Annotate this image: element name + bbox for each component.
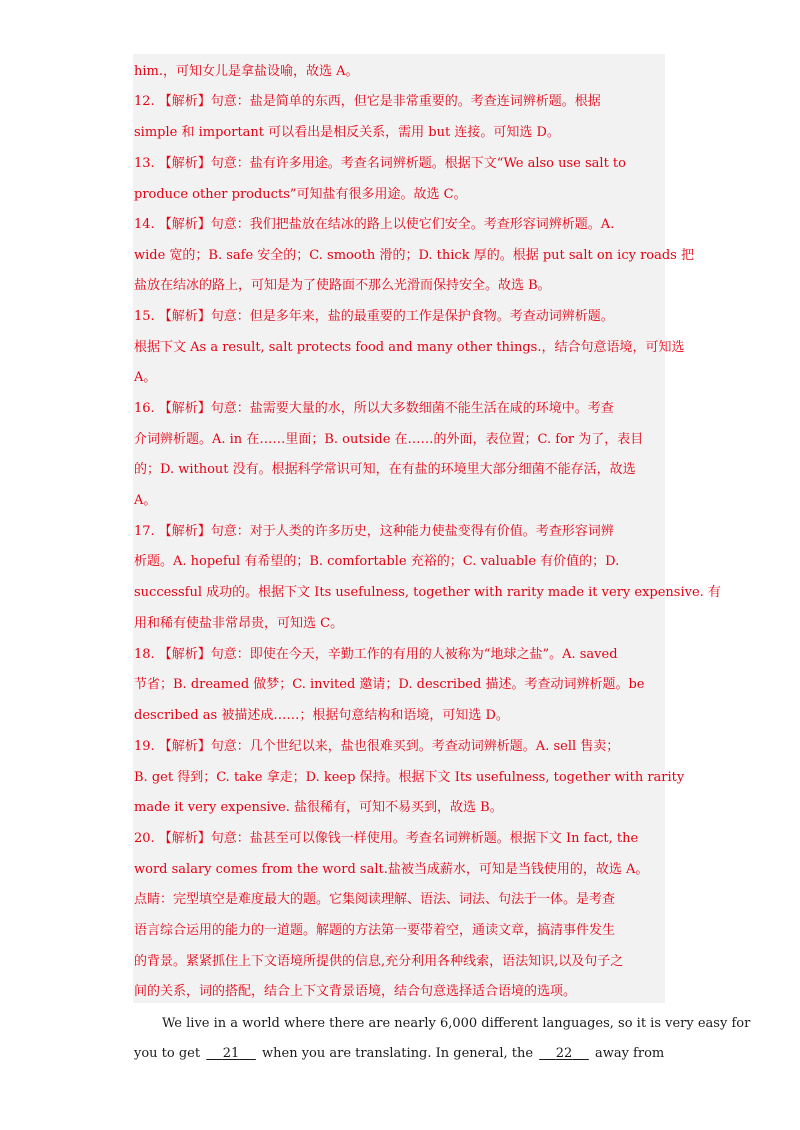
passage-text: when you are translating. In general, the <box>262 1046 534 1061</box>
answer-line: 20. 【解析】句意：盐甚至可以像钱一样使用。考查名词辨析题。根据下文 In fact, the <box>134 831 639 846</box>
answer-line: 18. 【解析】句意：即使在今天，辛勤工作的有用的人被称为“地球之盐”。A. saved <box>134 647 618 662</box>
answer-line: wide 宽的；B. safe 安全的；C. smooth 滑的；D. thick 厚的。根据 put salt on icy roads 把 <box>134 248 694 263</box>
answer-line: 的；D. without 没有。根据科学常识可知，在有盐的环境里大部分细菌不能存活，故选 <box>134 462 636 477</box>
answer-line: word salary comes from the word salt.盐被当成薪水，可知是当钱使用的，故选 A。 <box>134 862 649 877</box>
passage-line-1: We live in a world where there are nearly 6,000 different languages, so it is very easy for <box>162 1016 751 1031</box>
answer-line: A。 <box>134 370 157 385</box>
answer-line: 12. 【解析】句意：盐是简单的东西，但它是非常重要的。考查连词辨析题。根据 <box>134 94 601 109</box>
answer-line: 用和稀有使盐非常昂贵，可知选 C。 <box>134 616 344 631</box>
answer-line: 16. 【解析】句意：盐需要大量的水，所以大多数细菌不能生活在咸的环境中。考查 <box>134 401 614 416</box>
answer-line: 点睛：完型填空是难度最大的题。它集阅读理解、语法、词法、句法于一体。是考查 <box>134 892 616 907</box>
answer-line: 节省；B. dreamed 做梦；C. invited 邀请；D. described 描述。考查动词辨析题。be <box>134 677 645 692</box>
answer-line: successful 成功的。根据下文 Its usefulness, together with rarity made it very expensive. 有 <box>134 585 721 600</box>
answer-line: described as 被描述成……；根据句意结构和语境，可知选 D。 <box>134 708 509 723</box>
answer-line: 析题。A. hopeful 有希望的；B. comfortable 充裕的；C. valuable 有价值的；D. <box>134 554 620 569</box>
answer-line: 14. 【解析】句意：我们把盐放在结冰的路上以使它们安全。考查形容词辨析题。A. <box>134 217 615 232</box>
answer-line: made it very expensive. 盐很稀有，可知不易买到，故选 B。 <box>134 800 503 815</box>
answer-line: him.，可知女儿是拿盐设喻，故选 A。 <box>134 64 359 79</box>
answer-line: B. get 得到；C. take 拿走；D. keep 保持。根据下文 Its usefulness, together with rarity <box>134 770 685 785</box>
answer-line: 盐放在结冰的路上，可知是为了使路面不那么光滑而保持安全。故选 B。 <box>134 278 551 293</box>
passage-line-2 <box>134 1046 665 1062</box>
answer-line: A。 <box>134 493 157 508</box>
passage-text: you to get <box>134 1046 201 1061</box>
answer-line: 19. 【解析】句意：几个世纪以来，盐也很难买到。考查动词辨析题。A. sell 售卖； <box>134 739 620 754</box>
answer-line: produce other products”可知盐有很多用途。故选 C。 <box>134 187 467 202</box>
answer-line: 介词辨析题。A. in 在……里面；B. outside 在……的外面，表位置；C. for 为了，表目 <box>134 432 644 447</box>
answer-line: 13. 【解析】句意：盐有许多用途。考查名词辨析题。根据下文“We also use salt to <box>134 156 626 171</box>
answer-line: 的背景。紧紧抓住上下文语境所提供的信息,充分利用各种线索，语法知识,以及句子之 <box>134 954 624 969</box>
answer-line: 根据下文 As a result, salt protects food and many other things.，结合句意语境，可知选 <box>134 340 685 355</box>
answer-line: simple 和 important 可以看出是相反关系，需用 but 连接。可知选 D。 <box>134 125 560 140</box>
answer-line: 17. 【解析】句意：对于人类的许多历史，这种能力使盐变得有价值。考查形容词辨 <box>134 524 614 539</box>
answer-line: 间的关系，词的搭配，结合上下文背景语境，结合句意选择适合语境的选项。 <box>134 984 577 999</box>
blank-21: 21 <box>222 1046 240 1061</box>
passage-text: away from <box>594 1046 665 1061</box>
answer-line: 语言综合运用的能力的一道题。解题的方法第一要带着空，通读文章，搞清事件发生 <box>134 923 616 938</box>
answer-line: 15. 【解析】句意：但是多年来，盐的最重要的工作是保护食物。考查动词辨析题。 <box>134 309 614 324</box>
blank-22: 22 <box>555 1046 573 1061</box>
